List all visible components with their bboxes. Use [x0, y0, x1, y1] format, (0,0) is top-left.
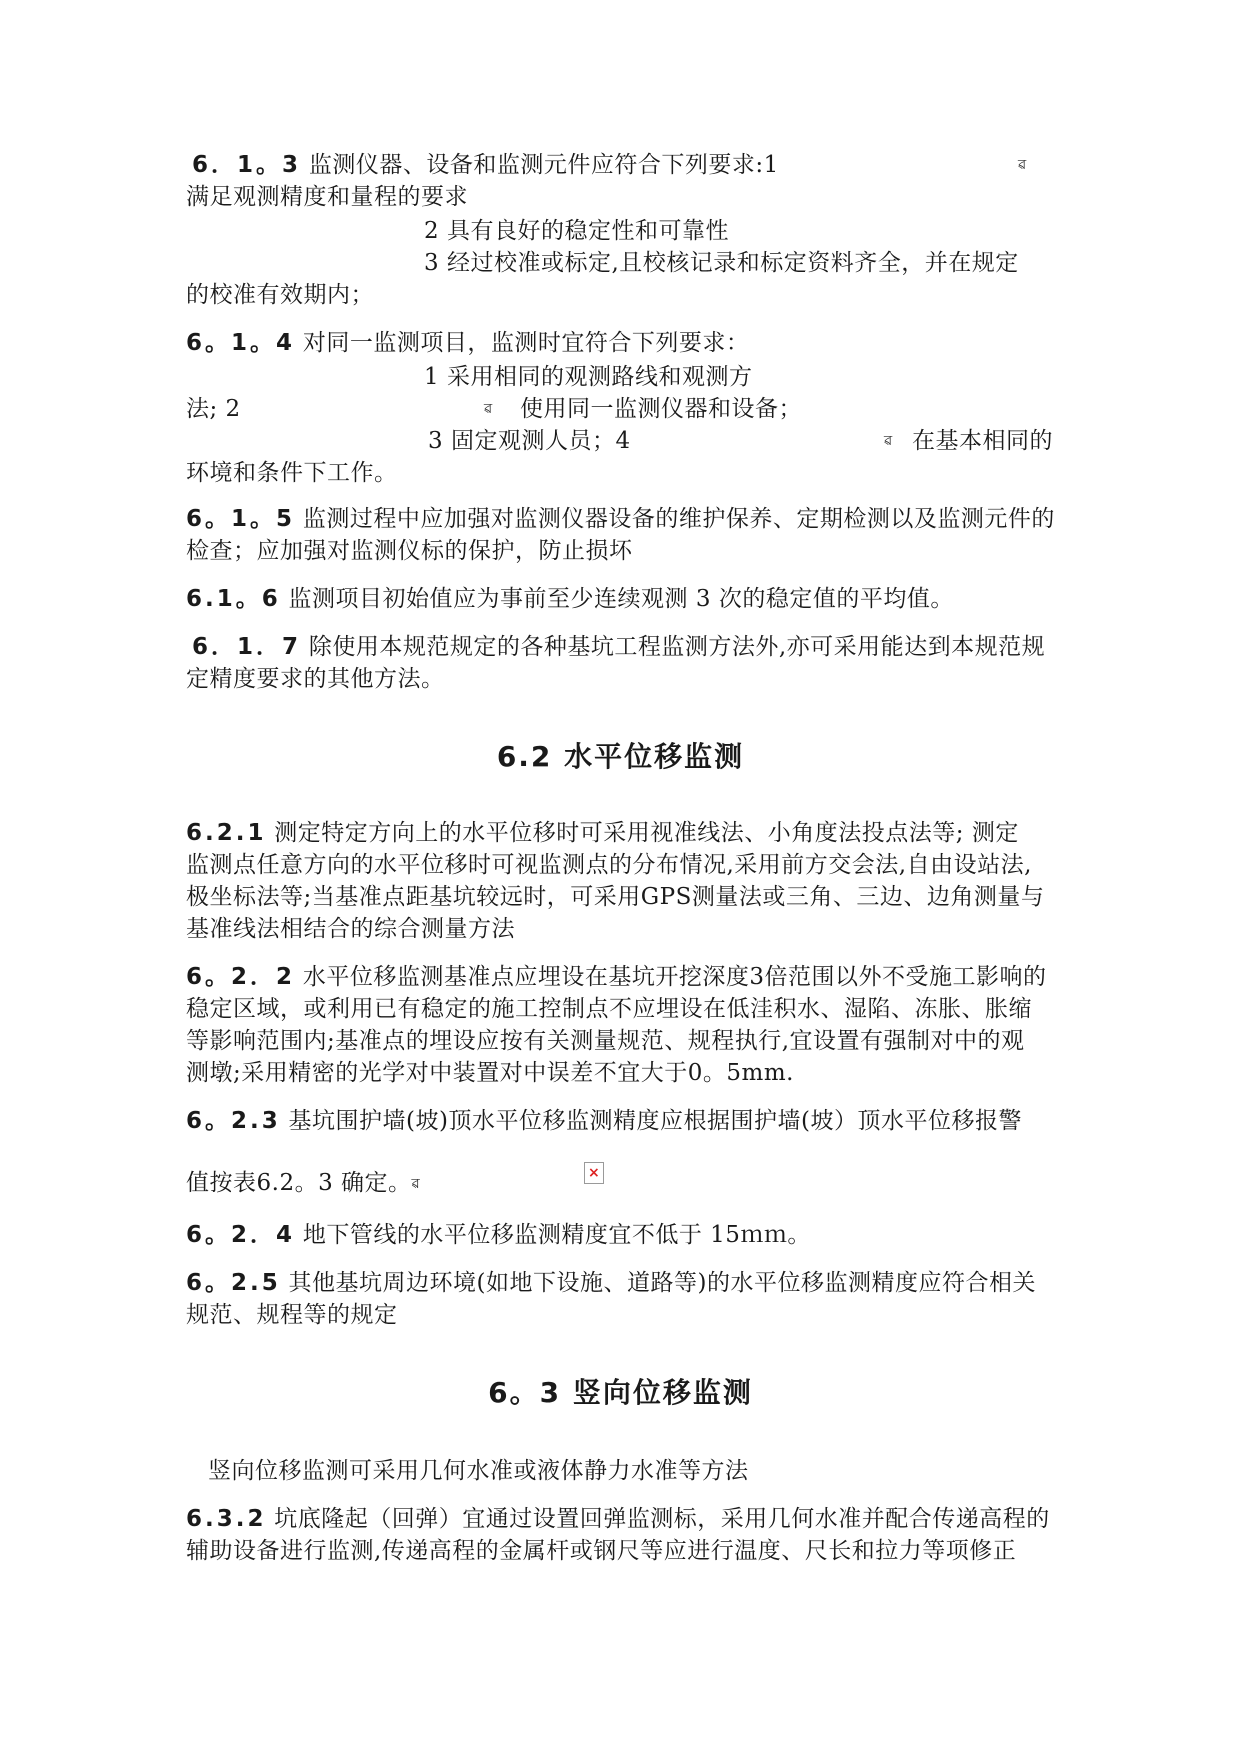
clause-line: 稳定区域，或利用已有稳定的施工控制点不应埋设在低洼积水、湿陷、冻胀、胀缩	[186, 996, 1032, 1022]
section-heading-6-2: 6.2 水平位移监测	[496, 740, 745, 773]
clause-number: 6。1。4	[186, 330, 296, 356]
clause-number: 6.1。6	[186, 586, 281, 612]
clause-line: 法; 2	[186, 396, 241, 422]
clause-text: 对同一监测项目，监测时宜符合下列要求：	[295, 330, 750, 356]
clause-line: 满足观测精度和量程的要求	[186, 184, 468, 210]
clause-6-1-4	[186, 328, 749, 358]
clause-6-1-6	[186, 584, 954, 614]
clause-text: 地下管线的水平位移监测精度宜不低于 15ｍｍ。	[295, 1222, 811, 1248]
clause-line: 基准线法相结合的综合测量方法	[186, 916, 515, 942]
clause-text: 其他基坑周边环境(如地下设施、道路等)的水平位移监测精度应符合相关	[280, 1270, 1037, 1296]
clause-6-1-3	[192, 150, 779, 180]
clause-line: 使用同一监测仪器和设备；	[520, 396, 802, 422]
clause-number: 6。2.5	[186, 1270, 281, 1296]
clause-text: 监测项目初始值应为事前至少连续观测 3 次的稳定值的平均值。	[280, 586, 954, 612]
broken-image-x: ×	[588, 1165, 600, 1181]
clause-text: 测定特定方向上的水平位移时可采用视准线法、小角度法投点法等; 测定	[266, 820, 1019, 846]
clause-line: 3 固定观测人员；4	[428, 428, 631, 454]
clause-6-2-3	[186, 1106, 1022, 1136]
broken-image-icon	[584, 1162, 604, 1184]
clause-line: 环境和条件下工作。	[186, 460, 398, 486]
clause-number: 6．1。3	[192, 152, 302, 178]
clause-line-text: 值按表6.2。3 确定。	[186, 1170, 412, 1196]
clause-6-2-2	[186, 962, 1046, 992]
clause-number: 6。1。5	[186, 506, 296, 532]
clause-line	[186, 1168, 420, 1199]
clause-line: 2 具有良好的稳定性和可靠性	[424, 218, 729, 244]
clause-line: 等影响范围内;基准点的埋设应按有关测量规范、规程执行,宜设置有强制对中的观	[186, 1028, 1025, 1054]
clause-line: 规范、规程等的规定	[186, 1302, 398, 1328]
clause-6-2-5	[186, 1268, 1036, 1298]
clause-text: 监测仪器、设备和监测元件应符合下列要求:1	[301, 152, 779, 178]
clause-number: 6．1．7	[192, 634, 302, 660]
clause-line: 3 经过校准或标定,且校核记录和标定资料齐全，并在规定	[424, 250, 1019, 276]
clause-line: 定精度要求的其他方法。	[186, 666, 445, 692]
list-marker-icon: ৱ	[411, 1176, 421, 1192]
clause-6-2-1	[186, 818, 1019, 848]
list-marker-icon: ৱ	[484, 401, 493, 417]
clause-6-1-7	[192, 632, 1045, 662]
list-marker-icon: ৱ	[1018, 157, 1027, 173]
clause-number: 6。2．2	[186, 964, 296, 990]
clause-line: 监测点任意方向的水平位移时可视监测点的分布情况,采用前方交会法,自由设站法,	[186, 852, 1032, 878]
clause-6-1-5	[186, 504, 1055, 534]
list-marker-icon: ৱ	[884, 433, 893, 449]
clause-text: 水平位移监测基准点应埋设在基坑开挖深度3倍范围以外不受施工影响的	[295, 964, 1047, 990]
clause-number: 6.3.2	[186, 1506, 267, 1532]
clause-number: 6。2．4	[186, 1222, 296, 1248]
clause-line: 测墩;采用精密的光学对中装置对中误差不宜大于0。5mm.	[186, 1060, 794, 1086]
clause-text: 基坑围护墙(坡)顶水平位移监测精度应根据围护墙(坡）顶水平位移报警	[280, 1108, 1022, 1134]
section-heading-6-3: 6。3 竖向位移监测	[488, 1376, 753, 1409]
clause-line: 在基本相同的	[912, 428, 1053, 454]
clause-line: 极坐标法等;当基准点距基坑较远时，可采用GPS测量法或三角、三边、边角测量与	[186, 884, 1045, 910]
clause-6-3-2	[186, 1504, 1050, 1534]
clause-line: 检查；应加强对监测仪标的保护，防止损坏	[186, 538, 633, 564]
clause-6-3-1: 竖向位移监测可采用几何水准或液体静力水准等方法	[208, 1458, 749, 1484]
clause-6-2-4	[186, 1220, 811, 1250]
clause-line: 1 采用相同的观测路线和观测方	[424, 364, 753, 390]
clause-number: 6。2.3	[186, 1108, 281, 1134]
clause-text: 除使用本规范规定的各种基坑工程监测方法外,亦可采用能达到本规范规	[301, 634, 1046, 660]
clause-number: 6.2.1	[186, 820, 267, 846]
clause-line: 辅助设备进行监测,传递高程的金属杆或钢尺等应进行温度、尺长和拉力等项修正	[186, 1538, 1017, 1564]
clause-text: 监测过程中应加强对监测仪器设备的维护保养、定期检测以及监测元件的	[295, 506, 1055, 532]
clause-text: 坑底隆起（回弹）宜通过设置回弹监测标，采用几何水准并配合传递高程的	[266, 1506, 1050, 1532]
clause-line: 的校准有效期内；	[186, 282, 374, 308]
